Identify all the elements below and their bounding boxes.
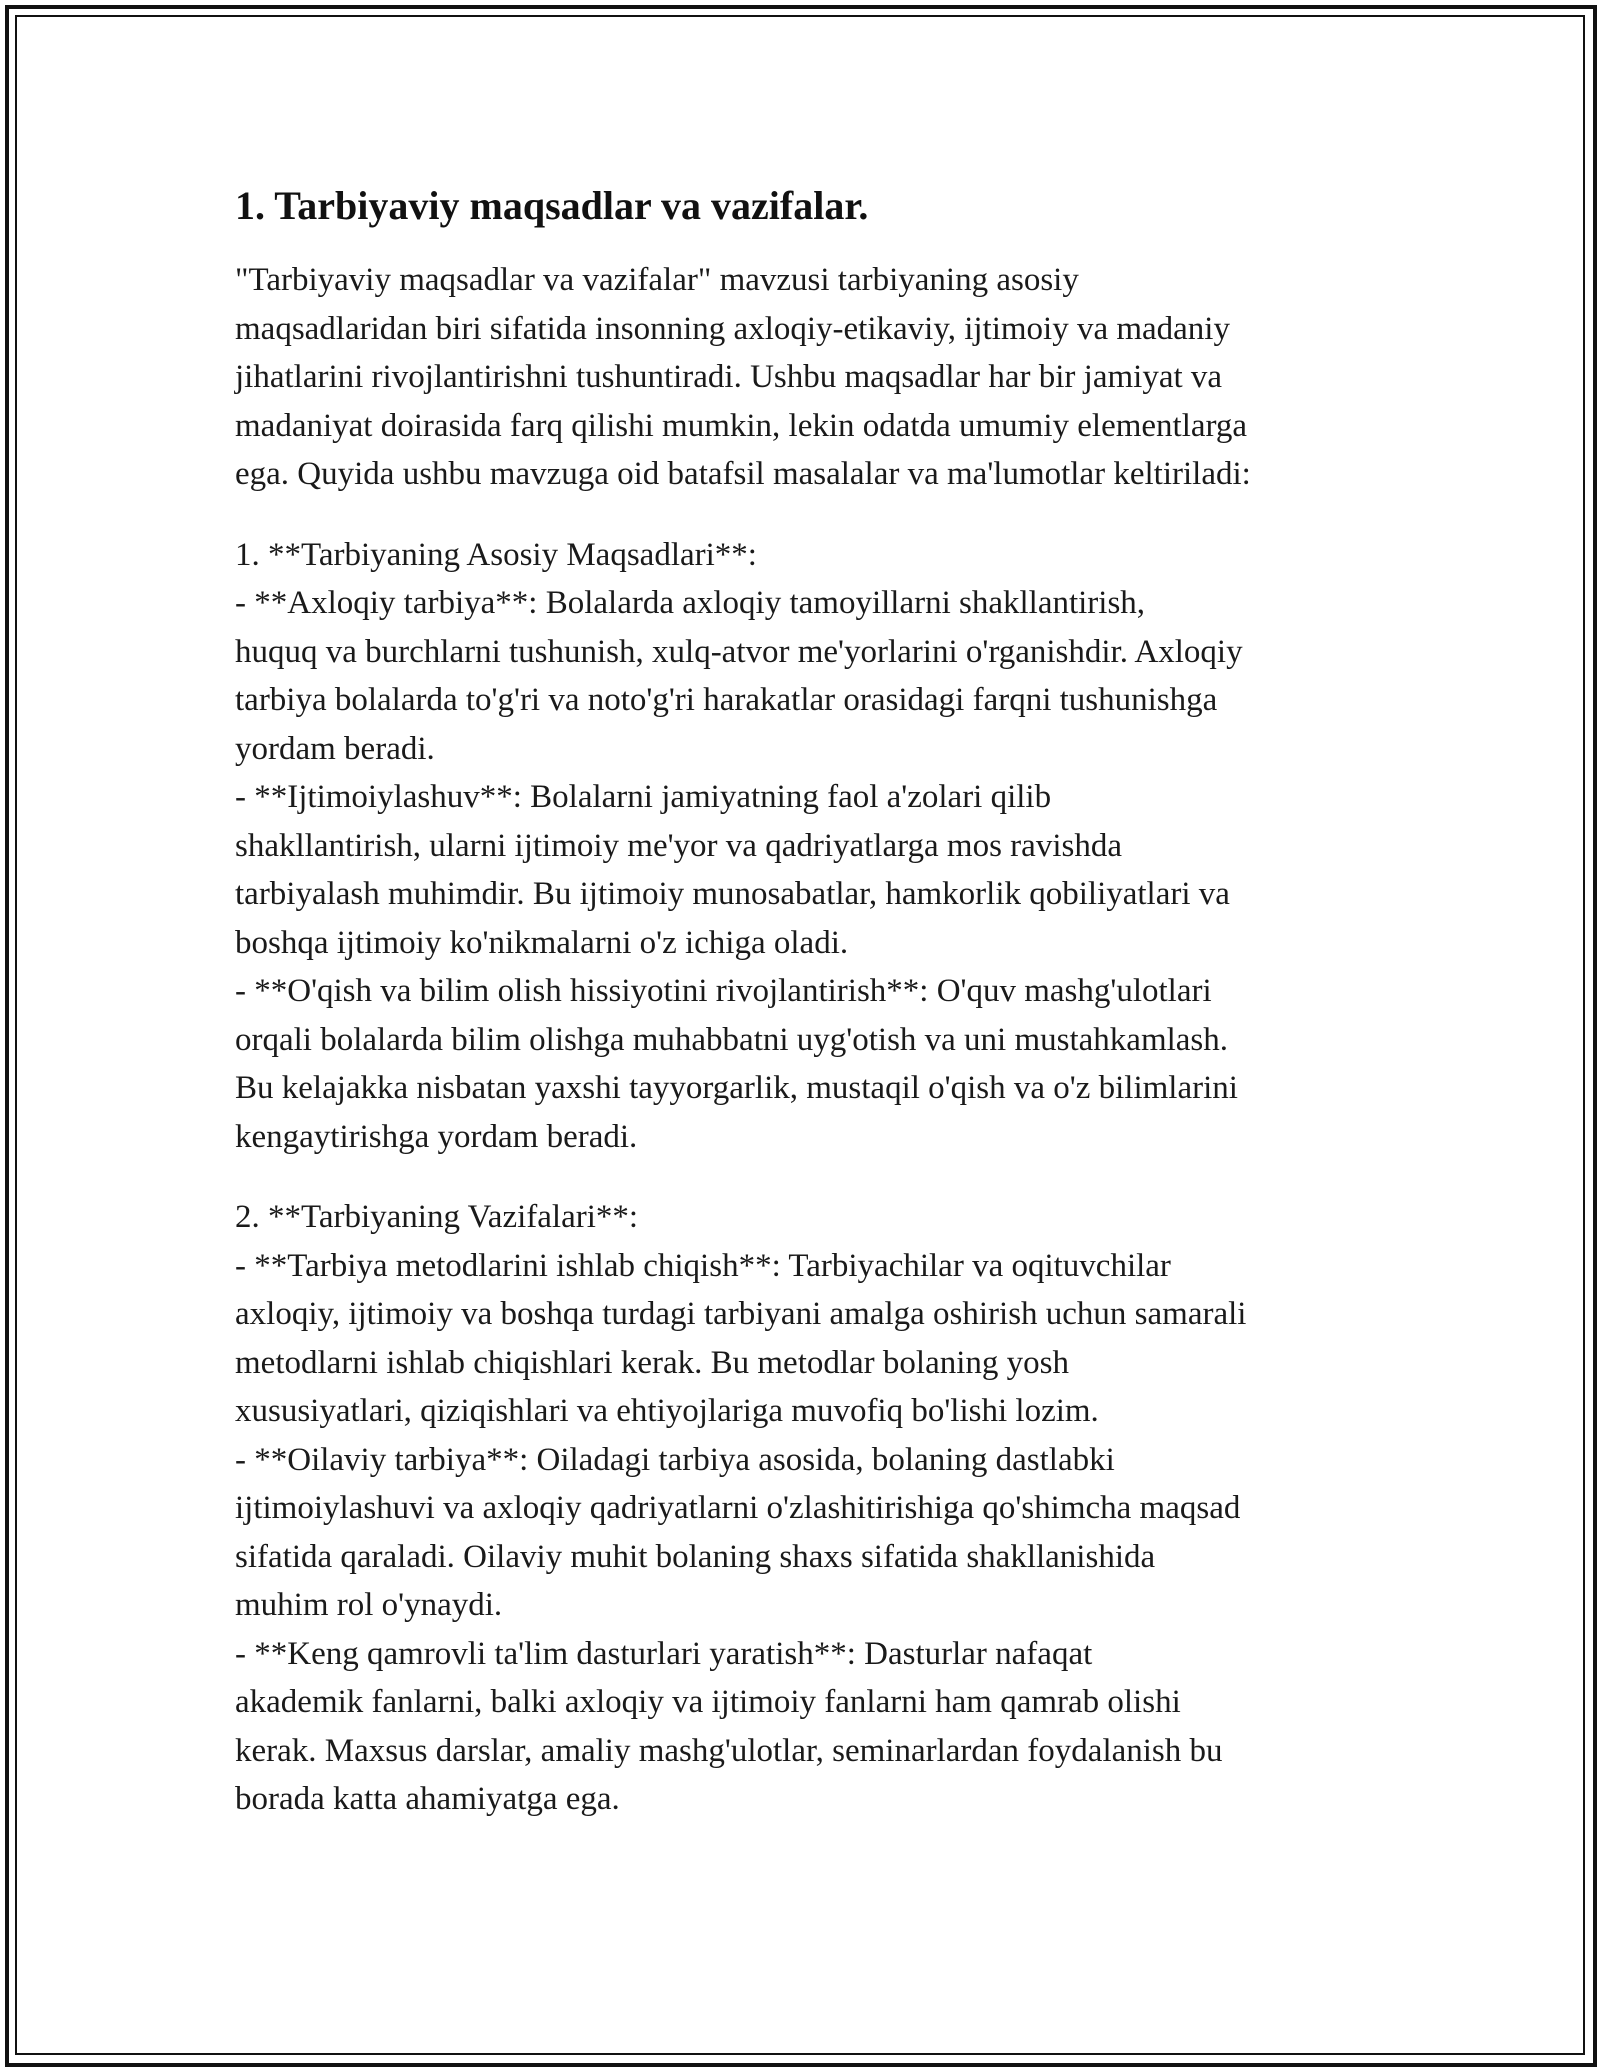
- paragraph-spacer: [235, 1161, 1375, 1193]
- section-tasks: 2. **Tarbiyaning Vazifalari**: - **Tarbiya metodlarini ishlab chiqish**: Tarbiyachilar va oqituvchilar axloqiy, ijtimoiy va boshqa turdagi tarbiyani amalga oshirish uchun samarali metodlarni ishlab chiqishlari kerak. Bu metodlar bolaning yosh xususiyatlari, qiziqishlari va ehtiyojlariga muvofiq bo'lishi lozim. - **Oilaviy tarbiya**: Oiladagi tarbiya asosida, bolaning dastlabki ijtimoiylashuvi va axloqiy qadriyatlarni o'zlashitirishiga qo'shimcha maqsad sifatida qaraladi. Oilaviy muhit bolaning shaxs sifatida shakllanishida muhim rol o'ynaydi. - **Keng qamrovli ta'lim dasturlari yaratish**: Dasturlar nafaqat akademik fanlarni, balki axloqiy va ijtimoiy fanlarni ham qamrab olishi kerak. Maxsus darslar, amaliy mashg'ulotlar, seminarlardan foydalanish bu borada katta ahamiyatga ega.: [235, 1199, 1247, 1817]
- document-body: [235, 180, 1375, 1824]
- paragraph-spacer: [235, 499, 1375, 531]
- document-title: 1. Tarbiyaviy maqsadlar va vazifalar.: [235, 183, 869, 228]
- section-goals: 1. **Tarbiyaning Asosiy Maqsadlari**: - **Axloqiy tarbiya**: Bolalarda axloqiy tamoyillarni shakllantirish, huquq va burchlarni tushunish, xulq-atvor me'yorlarini o'rganishdir. Axloqiy tarbiya bolalarda to'g'ri va noto'g'ri harakatlar orasidagi farqni tushunishga yordam beradi. - **Ijtimoiylashuv**: Bolalarni jamiyatning faol a'zolari qilib shakllantirish, ularni ijtimoiy me'yor va qadriyatlarga mos ravishda tarbiyalash muhimdir. Bu ijtimoiy munosabatlar, hamkorlik qobiliyatlari va boshqa ijtimoiy ko'nikmalarni o'z ichiga oladi. - **O'qish va bilim olish hissiyotini rivojlantirish**: O'quv mashg'ulotlari orqali bolalarda bilim olishga muhabbatni uyg'otish va uni mustahkamlash. Bu kelajakka nisbatan yaxshi tayyorgarlik, mustaqil o'qish va o'z bilimlarini kengaytirishga yordam beradi.: [235, 536, 1243, 1155]
- intro-paragraph: "Tarbiyaviy maqsadlar va vazifalar" mavzusi tarbiyaning asosiy maqsadlaridan biri sifatida insonning axloqiy-etikaviy, ijtimoiy va madaniy jihatlarini rivojlantirishni tushuntiradi. Ushbu maqsadlar har bir jamiyat va madaniyat doirasida farq qilishi mumkin, lekin odatda umumiy elementlarga ega. Quyida ushbu mavzuga oid batafsil masalalar va ma'lumotlar keltiriladi:: [235, 262, 1251, 492]
